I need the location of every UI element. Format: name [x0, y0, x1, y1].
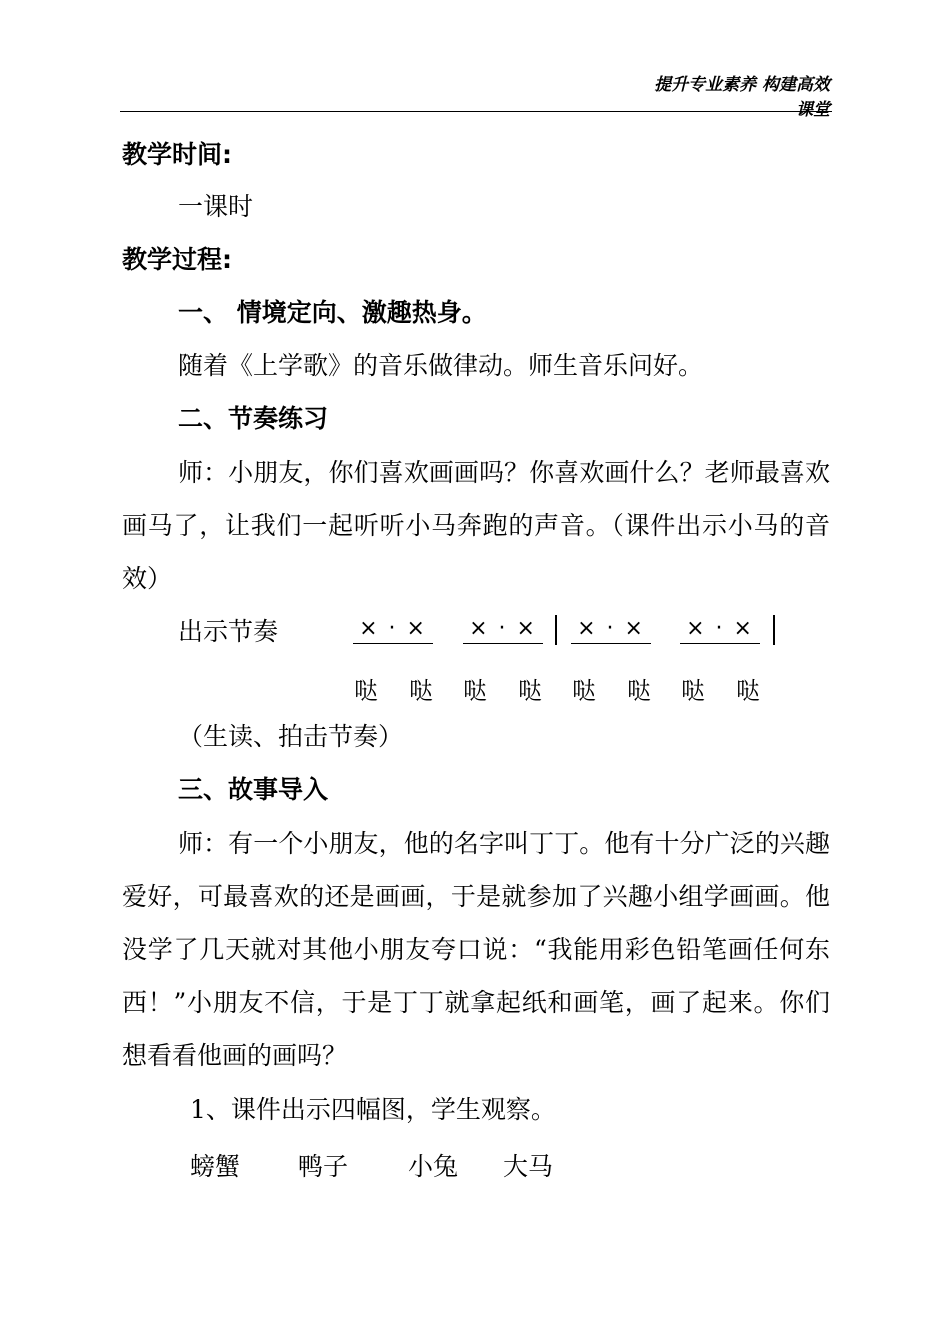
- rhythm-syllable: 哒: [409, 677, 433, 705]
- rhythm-syllable: 哒: [354, 677, 378, 705]
- part1-heading: 一、 情境定向、激趣热身。: [178, 298, 487, 327]
- time-heading: 教学时间:: [122, 140, 232, 169]
- bar-line: [773, 615, 775, 645]
- animal-label: 鸭子: [298, 1152, 349, 1181]
- part3-heading: 三、故事导入: [178, 775, 329, 804]
- rhythm-syllable: 哒: [572, 677, 596, 705]
- part1-text: 随着《上学歌》的音乐做律动。师生音乐问好。: [178, 351, 704, 380]
- rhythm-syllable: 哒: [627, 677, 651, 705]
- process-heading: 教学过程:: [122, 245, 232, 274]
- rhythm-group-2: × · ×: [463, 616, 543, 644]
- animal-label: 螃蟹: [190, 1152, 241, 1181]
- rhythm-syllable: 哒: [518, 677, 542, 705]
- bar-line: [555, 615, 557, 645]
- animal-label: 小兔: [408, 1152, 459, 1181]
- rhythm-syllable: 哒: [463, 677, 487, 705]
- step1-text: 1、课件出示四幅图，学生观察。: [190, 1095, 556, 1124]
- part2-text: 师：小朋友，你们喜欢画画吗？你喜欢画什么？老师最喜欢画马了，让我们一起听听小马奔跑的声音。（课件出示小马的音效）: [122, 458, 830, 593]
- rhythm-group-1: × · ×: [353, 616, 433, 644]
- rhythm-note: （生读、拍击节奏）: [178, 722, 404, 751]
- rhythm-label: 出示节奏: [178, 617, 279, 646]
- time-value: 一课时: [178, 192, 254, 221]
- rhythm-syllable: 哒: [681, 677, 705, 705]
- part3-text: 师：有一个小朋友，他的名字叫丁丁。他有十分广泛的兴趣爱好，可最喜欢的还是画画，于是就参加了兴趣小组学画画。他没学了几天就对其他小朋友夸口说：“我能用彩色铅笔画任何东西！”小朋友不信，于是丁丁就拿起纸和画笔，画了起来。你们想看看他画的画吗？: [122, 829, 830, 1070]
- header-slogan: 提升专业素养 构建高效课堂: [654, 75, 830, 120]
- rhythm-group-3: × · ×: [571, 616, 651, 644]
- rhythm-syllable: 哒: [736, 677, 760, 705]
- rhythm-group-4: × · ×: [680, 616, 760, 644]
- animal-label: 大马: [503, 1152, 554, 1181]
- part2-heading: 二、节奏练习: [178, 404, 329, 433]
- header-rule: [120, 111, 832, 112]
